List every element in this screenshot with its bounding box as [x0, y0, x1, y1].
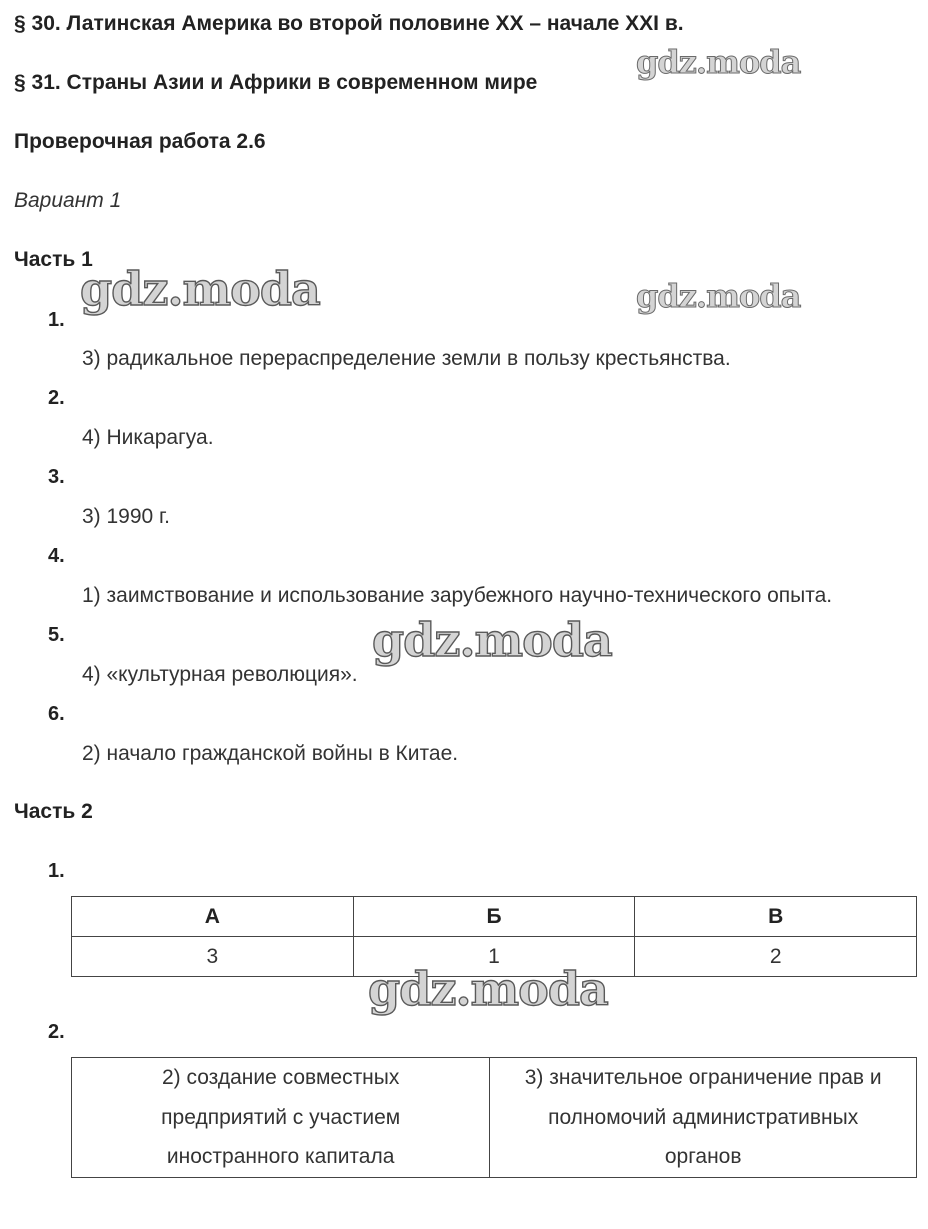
- question-answer: 4) «культурная революция».: [82, 663, 358, 686]
- task2-number: 2.: [48, 1021, 65, 1043]
- variant-label: Вариант 1: [14, 189, 122, 212]
- question-answer: 3) 1990 г.: [82, 505, 170, 528]
- table-header-cell: А: [72, 897, 354, 937]
- question-number: 5.: [48, 624, 65, 646]
- question-answer: 2) начало гражданской войны в Китае.: [82, 742, 459, 765]
- cell-line: иностранного капитала: [166, 1145, 395, 1168]
- cell-line: предприятий с участием: [161, 1105, 401, 1129]
- question-number: 4.: [48, 545, 65, 567]
- table-cell: 2: [635, 937, 917, 977]
- watermark: gdz.moda: [372, 613, 612, 667]
- table-header-cell: В: [635, 897, 917, 937]
- cell-line: 2) создание совместных: [161, 1066, 400, 1089]
- question-number: 2.: [48, 387, 65, 409]
- cell-line: полномочий административных: [548, 1105, 859, 1129]
- cell-line: органов: [664, 1145, 742, 1168]
- task1-number: 1.: [48, 860, 65, 882]
- question-answer: 1) заимствование и использование зарубежного научно-технического опыта.: [82, 584, 833, 607]
- watermark: gdz.moda: [368, 962, 608, 1016]
- question-number: 1.: [48, 309, 65, 331]
- watermark: gdz.moda: [80, 262, 320, 316]
- question-answer: 4) Никарагуа.: [82, 426, 214, 449]
- question-answer: 3) радикальное перераспределение земли в пользу крестьянства.: [82, 347, 731, 370]
- table-header-cell: Б: [353, 897, 635, 937]
- table-cell: 3: [72, 937, 354, 977]
- cell-line: 3) значительное ограничение прав и: [524, 1066, 882, 1089]
- section-30-heading: § 30. Латинская Америка во второй половине XX – начале XXI в.: [14, 12, 684, 35]
- part1-title: Часть 1: [14, 248, 93, 271]
- table-cell: [490, 1058, 917, 1178]
- answer-table-2: [71, 1057, 917, 1178]
- table-cell: 1: [353, 937, 635, 977]
- watermark: gdz.moda: [636, 43, 801, 81]
- question-number: 3.: [48, 466, 65, 488]
- table-cell: [72, 1058, 490, 1178]
- section-31-heading: § 31. Страны Азии и Африки в современном мире: [14, 71, 538, 94]
- part2-title: Часть 2: [14, 800, 93, 823]
- question-number: 6.: [48, 703, 65, 725]
- watermark: gdz.moda: [636, 277, 801, 315]
- work-title: Проверочная работа 2.6: [14, 130, 266, 153]
